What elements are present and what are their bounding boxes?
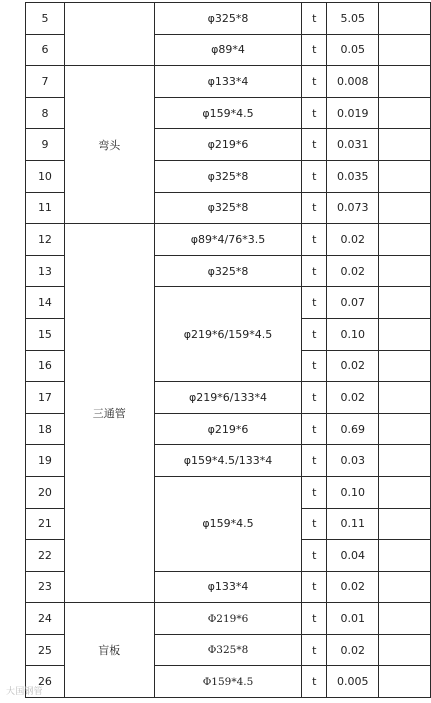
- spec-cell: φ159*4.5/133*4: [154, 445, 302, 477]
- unit-cell: t: [302, 224, 327, 256]
- quantity-cell: 0.035: [327, 160, 379, 192]
- row-number: 12: [26, 224, 65, 256]
- unit-cell: t: [302, 129, 327, 161]
- unit-cell: t: [302, 603, 327, 635]
- remark-cell: [379, 540, 431, 572]
- remark-cell: [379, 666, 431, 698]
- spec-cell: φ89*4/76*3.5: [154, 224, 302, 256]
- quantity-cell: 0.02: [327, 255, 379, 287]
- spec-cell: φ325*8: [154, 3, 302, 35]
- unit-cell: t: [302, 287, 327, 319]
- unit-cell: t: [302, 666, 327, 698]
- row-number: 14: [26, 287, 65, 319]
- remark-cell: [379, 160, 431, 192]
- unit-cell: t: [302, 445, 327, 477]
- quantity-cell: 0.10: [327, 318, 379, 350]
- spec-cell: φ325*8: [154, 255, 302, 287]
- remark-cell: [379, 382, 431, 414]
- quantity-cell: 5.05: [327, 3, 379, 35]
- quantity-cell: 0.031: [327, 129, 379, 161]
- spec-cell: Φ219*6: [154, 603, 302, 635]
- row-number: 9: [26, 129, 65, 161]
- quantity-cell: 0.073: [327, 192, 379, 224]
- row-number: 16: [26, 350, 65, 382]
- row-number: 26: [26, 666, 65, 698]
- remark-cell: [379, 413, 431, 445]
- row-number: 23: [26, 571, 65, 603]
- unit-cell: t: [302, 476, 327, 508]
- group-name-cell: 盲板: [64, 603, 154, 698]
- material-table: [25, 2, 431, 698]
- row-number: 6: [26, 34, 65, 66]
- remark-cell: [379, 476, 431, 508]
- unit-cell: t: [302, 413, 327, 445]
- spec-cell: φ219*6/159*4.5: [154, 287, 302, 382]
- row-number: 13: [26, 255, 65, 287]
- remark-cell: [379, 634, 431, 666]
- row-number: 17: [26, 382, 65, 414]
- unit-cell: t: [302, 97, 327, 129]
- spec-cell: φ325*8: [154, 192, 302, 224]
- row-number: 5: [26, 3, 65, 35]
- row-number: 21: [26, 508, 65, 540]
- remark-cell: [379, 287, 431, 319]
- row-number: 19: [26, 445, 65, 477]
- row-number: 15: [26, 318, 65, 350]
- watermark: 大国钢管: [6, 687, 43, 697]
- quantity-cell: 0.11: [327, 508, 379, 540]
- quantity-cell: 0.10: [327, 476, 379, 508]
- unit-cell: t: [302, 66, 327, 98]
- unit-cell: t: [302, 34, 327, 66]
- unit-cell: t: [302, 318, 327, 350]
- row-number: 20: [26, 476, 65, 508]
- quantity-cell: 0.005: [327, 666, 379, 698]
- spec-cell: Φ325*8: [154, 634, 302, 666]
- unit-cell: t: [302, 350, 327, 382]
- unit-cell: t: [302, 508, 327, 540]
- spec-cell: φ159*4.5: [154, 476, 302, 571]
- table-row: [26, 66, 431, 98]
- spec-cell: φ219*6/133*4: [154, 382, 302, 414]
- table-row: [26, 603, 431, 635]
- group-name-cell: [64, 3, 154, 66]
- quantity-cell: 0.02: [327, 224, 379, 256]
- row-number: 24: [26, 603, 65, 635]
- quantity-cell: 0.02: [327, 634, 379, 666]
- quantity-cell: 0.69: [327, 413, 379, 445]
- spec-cell: φ89*4: [154, 34, 302, 66]
- row-number: 22: [26, 540, 65, 572]
- remark-cell: [379, 255, 431, 287]
- spec-cell: φ159*4.5: [154, 97, 302, 129]
- row-number: 7: [26, 66, 65, 98]
- row-number: 8: [26, 97, 65, 129]
- remark-cell: [379, 97, 431, 129]
- remark-cell: [379, 445, 431, 477]
- quantity-cell: 0.02: [327, 350, 379, 382]
- quantity-cell: 0.04: [327, 540, 379, 572]
- quantity-cell: 0.02: [327, 382, 379, 414]
- spec-cell: φ133*4: [154, 571, 302, 603]
- remark-cell: [379, 508, 431, 540]
- remark-cell: [379, 350, 431, 382]
- quantity-cell: 0.07: [327, 287, 379, 319]
- row-number: 18: [26, 413, 65, 445]
- table-row: [26, 3, 431, 35]
- unit-cell: t: [302, 382, 327, 414]
- spec-cell: φ325*8: [154, 160, 302, 192]
- unit-cell: t: [302, 3, 327, 35]
- remark-cell: [379, 571, 431, 603]
- table-row: [26, 224, 431, 256]
- quantity-cell: 0.02: [327, 571, 379, 603]
- remark-cell: [379, 603, 431, 635]
- spec-cell: φ133*4: [154, 66, 302, 98]
- spec-cell: φ219*6: [154, 129, 302, 161]
- remark-cell: [379, 129, 431, 161]
- unit-cell: t: [302, 160, 327, 192]
- unit-cell: t: [302, 634, 327, 666]
- group-name-cell: 三通管: [64, 224, 154, 603]
- row-number: 25: [26, 634, 65, 666]
- quantity-cell: 0.019: [327, 97, 379, 129]
- remark-cell: [379, 3, 431, 35]
- spec-cell: φ219*6: [154, 413, 302, 445]
- remark-cell: [379, 192, 431, 224]
- unit-cell: t: [302, 255, 327, 287]
- remark-cell: [379, 34, 431, 66]
- unit-cell: t: [302, 571, 327, 603]
- table-body: [26, 3, 431, 698]
- quantity-cell: 0.03: [327, 445, 379, 477]
- unit-cell: t: [302, 192, 327, 224]
- quantity-cell: 0.01: [327, 603, 379, 635]
- group-name-cell: 弯头: [64, 66, 154, 224]
- quantity-cell: 0.05: [327, 34, 379, 66]
- quantity-cell: 0.008: [327, 66, 379, 98]
- remark-cell: [379, 318, 431, 350]
- remark-cell: [379, 224, 431, 256]
- remark-cell: [379, 66, 431, 98]
- unit-cell: t: [302, 540, 327, 572]
- spec-cell: Φ159*4.5: [154, 666, 302, 698]
- row-number: 11: [26, 192, 65, 224]
- row-number: 10: [26, 160, 65, 192]
